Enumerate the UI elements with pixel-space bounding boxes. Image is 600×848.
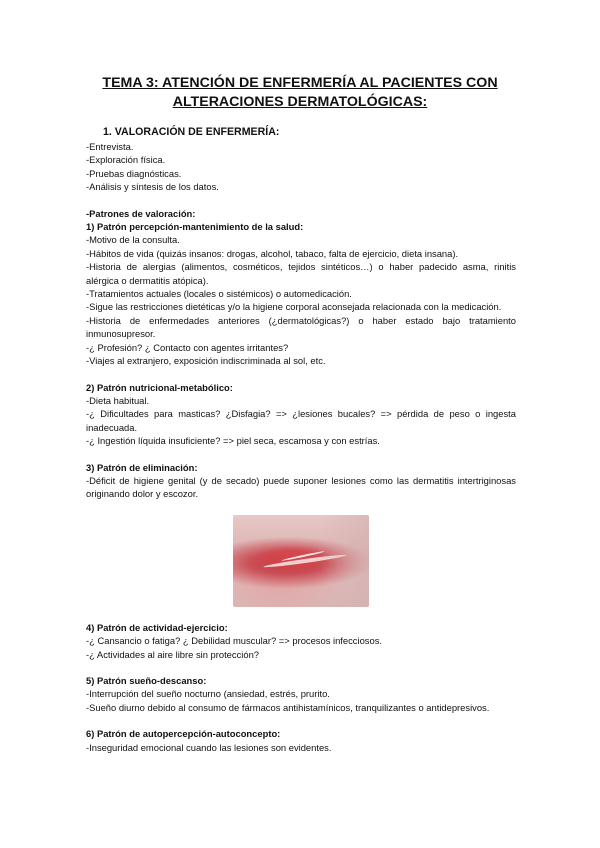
list-item: -¿ Dificultades para masticas? ¿Disfagia? => ¿lesiones bucales? => pérdida de peso o ingesta inadecuada. <box>86 408 516 433</box>
list-item: -Tratamientos actuales (locales o sistémicos) o automedicación. <box>86 288 352 300</box>
list-item: -Dieta habitual. <box>86 394 150 406</box>
document-body <box>86 125 516 754</box>
list-item: -Viajes al extranjero, exposición indiscriminada al sol, etc. <box>86 355 326 367</box>
list-item: -¿ Actividades al aire libre sin protección? <box>86 648 259 660</box>
list-item: -Sueño diurno debido al consumo de fármacos antihistamínicos, tranquilizantes o antidepresivos. <box>86 701 490 713</box>
pattern-4-title: 4) Patrón de actividad-ejercicio: <box>86 621 228 633</box>
pattern-6-title: 6) Patrón de autopercepción-autoconcepto: <box>86 728 281 740</box>
list-item: -Historia de enfermedades anteriores (¿dermatológicas?) o haber estado bajo tratamiento inmunosupresor. <box>86 314 516 340</box>
list-item: -¿ Ingestión líquida insuficiente? => piel seca, escamosa y con estrías. <box>86 435 380 447</box>
list-item: -Interrupción del sueño nocturno (ansiedad, estrés, prurito. <box>86 688 330 700</box>
list-item: -Entrevista. <box>86 141 134 152</box>
pattern-2-title: 2) Patrón nutricional-metabólico: <box>86 381 233 393</box>
list-item: -Análisis y síntesis de los datos. <box>86 181 219 193</box>
title-line-2: ALTERACIONES DERMATOLÓGICAS: <box>172 94 428 110</box>
list-item: -Hábitos de vida (quizás insanos: drogas, alcohol, tabaco, falta de ejercicio, dieta insana). <box>86 247 459 259</box>
title-line-1: TEMA 3: ATENCIÓN DE ENFERMERÍA AL PACIENTES CON <box>102 75 498 91</box>
list-item: -Motivo de la consulta. <box>86 234 180 246</box>
list-item: -¿ Cansancio o fatiga? ¿ Debilidad muscular? => procesos infecciosos. <box>86 635 382 647</box>
section-heading-valoracion: 1. VALORACIÓN DE ENFERMERÍA: <box>103 126 280 138</box>
list-item: -Exploración física. <box>86 154 166 166</box>
list-item: -Historia de alergias (alimentos, cosméticos, tejidos sintéticos…) o haber padecido asma, rinitis alérgica o dermatitis atópica). <box>86 261 516 286</box>
patterns-heading: -Patrones de valoración: <box>86 207 196 219</box>
list-item: -Pruebas diagnósticas. <box>86 167 182 179</box>
pattern-5-title: 5) Patrón sueño-descanso: <box>86 674 207 686</box>
list-item: -Sigue las restricciones dietéticas y/o la higiene corporal aconsejada relacionada con la medicación. <box>86 301 502 313</box>
document-title <box>70 74 530 112</box>
pattern-3-title: 3) Patrón de eliminación: <box>86 461 198 473</box>
pattern-1-title: 1) Patrón percepción-mantenimiento de la salud: <box>86 221 304 233</box>
list-item: -¿ Profesión? ¿ Contacto con agentes irritantes? <box>86 341 289 353</box>
list-item: -Inseguridad emocional cuando las lesiones son evidentes. <box>86 741 332 753</box>
skin-lesion-photo <box>233 515 369 607</box>
list-item: -Déficit de higiene genital (y de secado) puede suponer lesiones como las dermatitis intertriginosas originando dolor y escozor. <box>86 474 516 500</box>
